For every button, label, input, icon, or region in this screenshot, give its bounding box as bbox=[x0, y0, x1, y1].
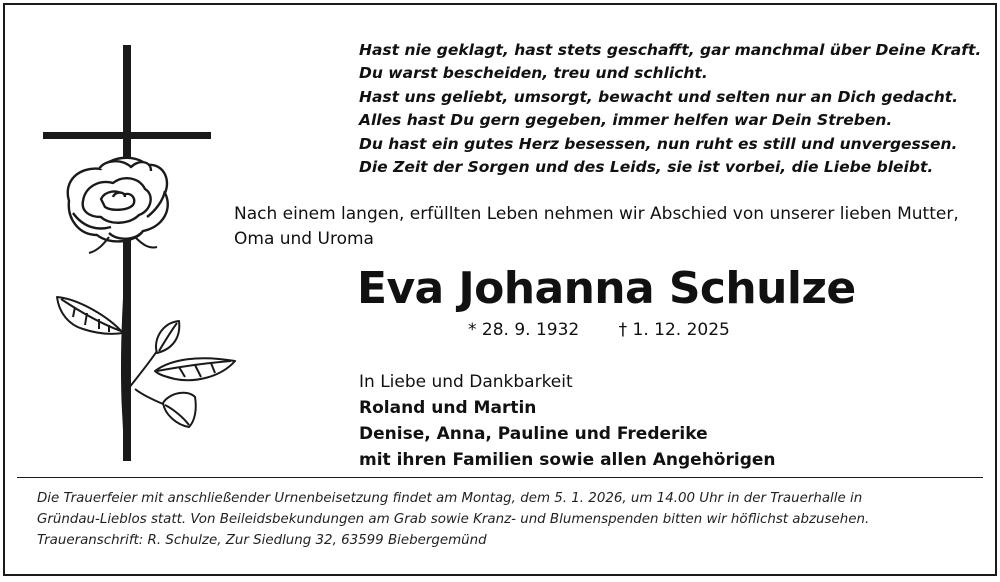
intro-text: Nach einem langen, erfüllten Leben nehmen wir Abschied von unserer lieben Mutter, Oma und Uroma bbox=[234, 204, 959, 249]
life-dates bbox=[468, 318, 730, 342]
obituary-notice bbox=[3, 3, 997, 576]
mourner-line: Denise, Anna, Pauline und Frederike bbox=[359, 424, 708, 444]
divider bbox=[17, 477, 983, 478]
funeral-details bbox=[37, 488, 982, 551]
poem-line: Du warst bescheiden, treu und schlicht. bbox=[359, 64, 708, 83]
poem-line: Die Zeit der Sorgen und des Leids, sie ist vorbei, die Liebe bleibt. bbox=[359, 158, 934, 177]
death-date: † 1. 12. 2025 bbox=[618, 320, 730, 340]
cross-with-rose-icon bbox=[39, 41, 249, 466]
mourners-list bbox=[359, 369, 979, 473]
mourner-line: mit ihren Familien sowie allen Angehörigen bbox=[359, 450, 776, 470]
poem-line: Du hast ein gutes Herz besessen, nun ruht es still und unvergessen. bbox=[359, 134, 958, 153]
footer-line: Gründau-Lieblos statt. Von Beileidsbekundungen am Grab sowie Kranz- und Blumenspenden bitten wir höflichst abzusehen. bbox=[37, 512, 870, 527]
poem-line: Hast nie geklagt, hast stets geschafft, gar manchmal über Deine Kraft. bbox=[359, 41, 982, 59]
poem-line: Hast uns geliebt, umsorgt, bewacht und selten nur an Dich gedacht. bbox=[359, 87, 959, 106]
mourner-line: Roland und Martin bbox=[359, 398, 537, 418]
poem-line: Alles hast Du gern gegeben, immer helfen war Dein Streben. bbox=[359, 111, 893, 130]
mourners-opening: In Liebe und Dankbarkeit bbox=[359, 372, 573, 392]
deceased-name: Eva Johanna Schulze bbox=[357, 263, 856, 314]
memorial-poem bbox=[359, 39, 989, 179]
footer-line: Traueranschrift: R. Schulze, Zur Siedlung 32, 63599 Biebergemünd bbox=[37, 533, 487, 548]
birth-date: * 28. 9. 1932 bbox=[468, 320, 580, 340]
footer-line: Die Trauerfeier mit anschließender Urnenbeisetzung findet am Montag, dem 5. 1. 2026, um 14.00 Uhr in der Trauerhalle in bbox=[37, 491, 863, 506]
